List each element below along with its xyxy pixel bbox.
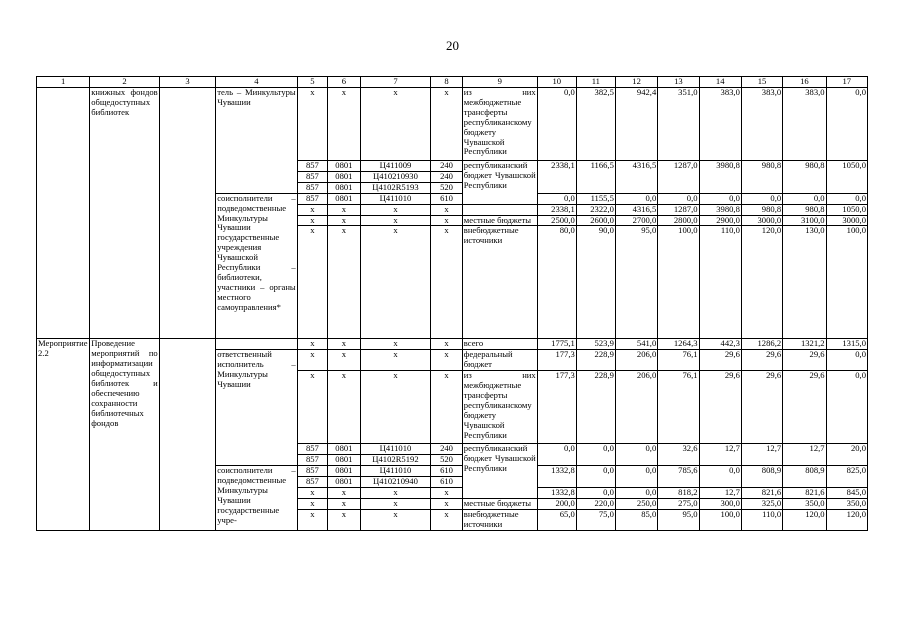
event-name-cell: книжных фондов общедоступных библиотек	[90, 88, 160, 339]
code-cell-c7: x	[360, 215, 431, 226]
value-cell: 442,3	[699, 339, 741, 350]
code-cell-c5: x	[297, 350, 327, 371]
value-cell: 351,0	[658, 88, 699, 161]
value-cell: 808,9	[783, 466, 826, 488]
responsible-cell: ответственный исполнитель – Минкультуры Чувашии	[216, 350, 297, 466]
column-number-9: 9	[462, 77, 537, 88]
value-cell: 0,0	[826, 350, 867, 371]
value-cell: 350,0	[826, 498, 867, 509]
coexecutor-cell: соисполнители – подведомственные Минкультуры Чувашии государственные учреждения Чувашской Республики – библиотеки, участники – органы местного самоуправления*	[216, 193, 297, 339]
code-cell-c5: 857	[297, 171, 327, 182]
value-cell: 1332,8	[537, 466, 576, 488]
goal-cell	[159, 88, 215, 339]
code-cell-c5: x	[297, 204, 327, 215]
responsible-cell: тель – Минкультуры Чувашии	[216, 88, 297, 194]
value-cell: 200,0	[537, 498, 576, 509]
column-number-15: 15	[741, 77, 782, 88]
value-cell: 980,8	[783, 204, 826, 215]
value-cell: 1321,2	[783, 339, 826, 350]
value-cell: 1287,0	[658, 161, 699, 194]
value-cell: 80,0	[537, 226, 576, 339]
goal-cell	[159, 339, 215, 530]
code-cell-c5: x	[297, 215, 327, 226]
code-cell-c8: 520	[431, 182, 463, 193]
column-number-4: 4	[216, 77, 297, 88]
code-cell-c8: x	[431, 498, 463, 509]
value-cell: 1287,0	[658, 204, 699, 215]
value-cell: 1286,2	[741, 339, 782, 350]
column-number-12: 12	[615, 77, 657, 88]
code-cell-c7: Ц411010	[360, 193, 431, 204]
value-cell: 523,9	[576, 339, 615, 350]
column-number-16: 16	[783, 77, 826, 88]
code-cell-c8: x	[431, 371, 463, 444]
funding-source-cell: из них межбюджетные трансферты республиканскому бюджету Чувашской Республики	[462, 371, 537, 444]
code-cell-c8: x	[431, 487, 463, 498]
code-cell-c5: x	[297, 487, 327, 498]
code-cell-c8: 520	[431, 455, 463, 466]
value-cell: 0,0	[699, 193, 741, 204]
code-cell-c6: 0801	[328, 182, 361, 193]
value-cell: 980,8	[741, 204, 782, 215]
header-row	[37, 77, 868, 88]
code-cell-c5: 857	[297, 182, 327, 193]
column-number-11: 11	[576, 77, 615, 88]
value-cell: 1050,0	[826, 204, 867, 215]
funding-source-cell: республиканский бюджет Чувашской Республики	[462, 161, 537, 205]
value-cell: 818,2	[658, 487, 699, 498]
code-cell-c7: x	[360, 88, 431, 161]
code-cell-c5: x	[297, 498, 327, 509]
value-cell: 29,6	[783, 350, 826, 371]
value-cell: 76,1	[658, 371, 699, 444]
responsible-cell	[216, 339, 297, 350]
code-cell-c6: 0801	[328, 466, 361, 477]
value-cell: 3980,8	[699, 161, 741, 194]
funding-source-cell: внебюджетные источники	[462, 226, 537, 339]
value-cell: 100,0	[658, 226, 699, 339]
code-cell-c7: x	[360, 204, 431, 215]
value-cell: 29,6	[741, 350, 782, 371]
code-cell-c5: 857	[297, 444, 327, 455]
code-cell-c8: x	[431, 88, 463, 161]
value-cell: 350,0	[783, 498, 826, 509]
value-cell: 1050,0	[826, 161, 867, 194]
column-number-14: 14	[699, 77, 741, 88]
code-cell-c7: x	[360, 350, 431, 371]
funding-source-cell: из них межбюджетные трансферты республиканскому бюджету Чувашской Республики	[462, 88, 537, 161]
code-cell-c7: x	[360, 226, 431, 339]
value-cell: 845,0	[826, 487, 867, 498]
value-cell: 2700,0	[615, 215, 657, 226]
code-cell-c6: x	[328, 215, 361, 226]
value-cell: 12,7	[741, 444, 782, 466]
code-cell-c6: x	[328, 350, 361, 371]
column-number-2: 2	[90, 77, 160, 88]
coexecutor-cell: соисполнители – подведомственные Минкультуры Чувашии государственные учре-	[216, 466, 297, 530]
value-cell: 0,0	[537, 88, 576, 161]
code-cell-c8: x	[431, 204, 463, 215]
value-cell: 120,0	[741, 226, 782, 339]
code-cell-c7: Ц4102R5193	[360, 182, 431, 193]
value-cell: 29,6	[699, 350, 741, 371]
code-cell-c7: x	[360, 498, 431, 509]
funding-source-cell: местные бюджеты	[462, 215, 537, 226]
value-cell: 2500,0	[537, 215, 576, 226]
code-cell-c5: 857	[297, 466, 327, 477]
value-cell: 4316,5	[615, 204, 657, 215]
column-number-7: 7	[360, 77, 431, 88]
value-cell: 0,0	[699, 466, 741, 488]
code-cell-c7: Ц410210930	[360, 171, 431, 182]
code-cell-c7: Ц4102R5192	[360, 455, 431, 466]
code-cell-c5: 857	[297, 477, 327, 488]
code-cell-c5: 857	[297, 455, 327, 466]
code-cell-c6: 0801	[328, 455, 361, 466]
value-cell: 383,0	[741, 88, 782, 161]
page-number: 20	[446, 38, 459, 53]
value-cell: 12,7	[699, 444, 741, 466]
value-cell: 29,6	[783, 371, 826, 444]
value-cell: 250,0	[615, 498, 657, 509]
code-cell-c5: x	[297, 371, 327, 444]
value-cell: 0,0	[576, 466, 615, 488]
value-cell: 100,0	[699, 509, 741, 530]
value-cell: 130,0	[783, 226, 826, 339]
value-cell: 1315,0	[826, 339, 867, 350]
value-cell: 2338,1	[537, 204, 576, 215]
value-cell: 3100,0	[783, 215, 826, 226]
code-cell-c6: 0801	[328, 161, 361, 172]
column-number-8: 8	[431, 77, 463, 88]
code-cell-c6: x	[328, 498, 361, 509]
value-cell: 383,0	[783, 88, 826, 161]
code-cell-c8: 240	[431, 161, 463, 172]
column-number-17: 17	[826, 77, 867, 88]
value-cell: 75,0	[576, 509, 615, 530]
value-cell: 541,0	[615, 339, 657, 350]
code-cell-c8: x	[431, 226, 463, 339]
column-number-5: 5	[297, 77, 327, 88]
code-cell-c5: x	[297, 339, 327, 350]
funding-source-cell: республиканский бюджет Чувашской Республики	[462, 444, 537, 499]
value-cell: 2322,0	[576, 204, 615, 215]
code-cell-c5: 857	[297, 193, 327, 204]
value-cell: 821,6	[741, 487, 782, 498]
funding-source-cell: федеральный бюджет	[462, 350, 537, 371]
value-cell: 4316,5	[615, 161, 657, 194]
value-cell: 20,0	[826, 444, 867, 466]
funding-source-cell: внебюджетные источники	[462, 509, 537, 530]
value-cell: 0,0	[615, 444, 657, 466]
value-cell: 0,0	[741, 193, 782, 204]
code-cell-c5: 857	[297, 161, 327, 172]
value-cell: 100,0	[826, 226, 867, 339]
code-cell-c5: x	[297, 226, 327, 339]
column-number-3: 3	[159, 77, 215, 88]
funding-source-cell: всего	[462, 339, 537, 350]
value-cell: 85,0	[615, 509, 657, 530]
code-cell-c8: 610	[431, 193, 463, 204]
value-cell: 12,7	[699, 487, 741, 498]
code-cell-c6: 0801	[328, 477, 361, 488]
value-cell: 0,0	[576, 487, 615, 498]
value-cell: 95,0	[615, 226, 657, 339]
value-cell: 785,6	[658, 466, 699, 488]
value-cell: 825,0	[826, 466, 867, 488]
code-cell-c6: 0801	[328, 193, 361, 204]
code-cell-c7: x	[360, 487, 431, 498]
value-cell: 177,3	[537, 350, 576, 371]
value-cell: 228,9	[576, 371, 615, 444]
value-cell: 980,8	[783, 161, 826, 194]
value-cell: 382,5	[576, 88, 615, 161]
code-cell-c8: 610	[431, 477, 463, 488]
funding-source-cell: местные бюджеты	[462, 498, 537, 509]
code-cell-c8: 240	[431, 444, 463, 455]
value-cell: 942,4	[615, 88, 657, 161]
value-cell: 1264,3	[658, 339, 699, 350]
value-cell: 120,0	[826, 509, 867, 530]
code-cell-c6: x	[328, 487, 361, 498]
table-row	[37, 88, 868, 161]
value-cell: 0,0	[537, 444, 576, 466]
event-id-cell	[37, 88, 90, 339]
value-cell: 110,0	[699, 226, 741, 339]
code-cell-c6: 0801	[328, 171, 361, 182]
code-cell-c7: Ц411009	[360, 161, 431, 172]
code-cell-c6: x	[328, 339, 361, 350]
code-cell-c6: x	[328, 226, 361, 339]
value-cell: 206,0	[615, 371, 657, 444]
code-cell-c7: x	[360, 371, 431, 444]
value-cell: 29,6	[741, 371, 782, 444]
value-cell: 0,0	[658, 193, 699, 204]
code-cell-c8: 610	[431, 466, 463, 477]
value-cell: 0,0	[615, 193, 657, 204]
value-cell: 220,0	[576, 498, 615, 509]
value-cell: 1775,1	[537, 339, 576, 350]
value-cell: 1332,8	[537, 487, 576, 498]
code-cell-c8: x	[431, 215, 463, 226]
value-cell: 206,0	[615, 350, 657, 371]
value-cell: 3000,0	[741, 215, 782, 226]
code-cell-c6: x	[328, 88, 361, 161]
code-cell-c8: x	[431, 350, 463, 371]
value-cell: 3000,0	[826, 215, 867, 226]
value-cell: 383,0	[699, 88, 741, 161]
value-cell: 0,0	[826, 193, 867, 204]
value-cell: 0,0	[537, 193, 576, 204]
value-cell: 65,0	[537, 509, 576, 530]
value-cell: 821,6	[783, 487, 826, 498]
value-cell: 275,0	[658, 498, 699, 509]
code-cell-c6: x	[328, 204, 361, 215]
code-cell-c7: x	[360, 339, 431, 350]
column-number-13: 13	[658, 77, 699, 88]
value-cell: 0,0	[615, 466, 657, 488]
code-cell-c8: x	[431, 509, 463, 530]
code-cell-c7: Ц410210940	[360, 477, 431, 488]
code-cell-c6: x	[328, 509, 361, 530]
value-cell: 0,0	[826, 371, 867, 444]
value-cell: 120,0	[783, 509, 826, 530]
value-cell: 3980,8	[699, 204, 741, 215]
event-id-cell: Мероприятие 2.2	[37, 339, 90, 530]
code-cell-c7: Ц411010	[360, 466, 431, 477]
value-cell: 177,3	[537, 371, 576, 444]
value-cell: 980,8	[741, 161, 782, 194]
event-name-cell: Проведение мероприятий по информатизации общедоступных библиотек и обеспечению сохранности библиотечных фондов	[90, 339, 160, 530]
code-cell-c6: 0801	[328, 444, 361, 455]
code-cell-c5: x	[297, 509, 327, 530]
budget-table	[36, 76, 868, 531]
value-cell: 76,1	[658, 350, 699, 371]
value-cell: 2600,0	[576, 215, 615, 226]
value-cell: 0,0	[576, 444, 615, 466]
column-number-10: 10	[537, 77, 576, 88]
value-cell: 1166,5	[576, 161, 615, 194]
funding-source-cell	[462, 204, 537, 215]
value-cell: 12,7	[783, 444, 826, 466]
value-cell: 0,0	[826, 88, 867, 161]
code-cell-c7: Ц411010	[360, 444, 431, 455]
value-cell: 32,6	[658, 444, 699, 466]
value-cell: 90,0	[576, 226, 615, 339]
value-cell: 0,0	[783, 193, 826, 204]
value-cell: 95,0	[658, 509, 699, 530]
value-cell: 0,0	[615, 487, 657, 498]
code-cell-c6: x	[328, 371, 361, 444]
code-cell-c8: x	[431, 339, 463, 350]
value-cell: 110,0	[741, 509, 782, 530]
value-cell: 228,9	[576, 350, 615, 371]
code-cell-c8: 240	[431, 171, 463, 182]
value-cell: 325,0	[741, 498, 782, 509]
table-row	[37, 339, 868, 350]
value-cell: 1155,5	[576, 193, 615, 204]
value-cell: 300,0	[699, 498, 741, 509]
value-cell: 2900,0	[699, 215, 741, 226]
value-cell: 29,6	[699, 371, 741, 444]
value-cell: 2338,1	[537, 161, 576, 194]
value-cell: 2800,0	[658, 215, 699, 226]
value-cell: 808,9	[741, 466, 782, 488]
column-number-6: 6	[328, 77, 361, 88]
code-cell-c7: x	[360, 509, 431, 530]
code-cell-c5: x	[297, 88, 327, 161]
column-number-1: 1	[37, 77, 90, 88]
